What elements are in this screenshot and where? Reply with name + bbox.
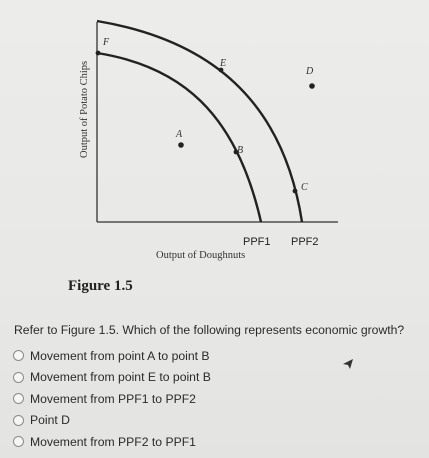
- answer-options: [13, 345, 211, 453]
- radio-button-icon[interactable]: [13, 415, 24, 426]
- radio-button-icon[interactable]: [13, 436, 24, 447]
- point-d-marker: [309, 83, 315, 89]
- radio-button-icon[interactable]: [13, 393, 24, 404]
- answer-option[interactable]: [13, 345, 211, 367]
- y-axis-label: Output of Potato Chips: [79, 60, 90, 158]
- radio-button-icon[interactable]: [13, 350, 24, 361]
- x-axis-label: Output of Doughnuts: [156, 250, 246, 261]
- answer-option[interactable]: [13, 388, 211, 410]
- point-b-label: B: [237, 145, 244, 156]
- ppf1-label: PPF1: [243, 236, 271, 248]
- answer-option-label: Movement from PPF1 to PPF2: [30, 391, 196, 406]
- point-f-label: F: [103, 37, 110, 48]
- answer-option-label: Point D: [30, 413, 70, 428]
- point-f-marker: [96, 51, 101, 56]
- answer-option-label: Movement from PPF2 to PPF1: [30, 434, 196, 449]
- answer-option-label: Movement from point A to point B: [30, 348, 210, 363]
- point-d-label: D: [306, 66, 314, 77]
- ppf2-label: PPF2: [291, 236, 319, 248]
- radio-button-icon[interactable]: [13, 372, 24, 383]
- figure-caption: Figure 1.5: [68, 278, 133, 294]
- answer-option[interactable]: [13, 410, 211, 432]
- point-c-label: C: [301, 182, 308, 193]
- answer-option-label: Movement from point E to point B: [30, 370, 211, 385]
- answer-option[interactable]: [13, 367, 211, 389]
- point-a-marker: [178, 142, 184, 148]
- answer-option[interactable]: [13, 431, 211, 453]
- question-text: Refer to Figure 1.5. Which of the following represents economic growth?: [14, 323, 405, 337]
- point-e-label: E: [220, 58, 227, 69]
- ppf2-curve: [97, 21, 302, 222]
- mouse-pointer-icon: [341, 357, 355, 371]
- point-a-label: A: [176, 129, 183, 140]
- point-c-marker: [293, 189, 298, 194]
